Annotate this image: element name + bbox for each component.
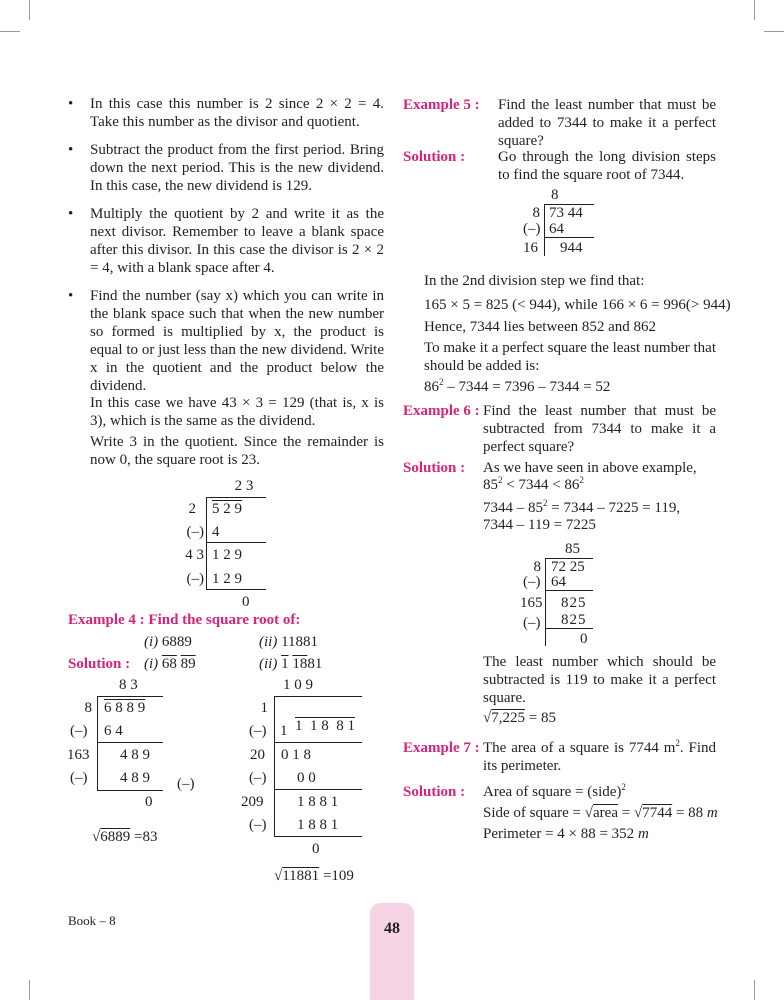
divisor: 20 — [250, 747, 265, 763]
solution-line: Side of square = √area = √7744 = 88 m — [483, 805, 718, 821]
solution-line: 7344 – 119 = 7225 — [483, 517, 596, 533]
solution-part-i: (i) 68 89 — [144, 656, 196, 672]
solution-final: $86^2 - 7344 = 7396 - 7344 = 52$ — [424, 377, 611, 395]
quotient: 8 3 — [119, 677, 138, 693]
division-bar — [97, 696, 163, 697]
division-bar — [274, 742, 362, 743]
example-question: Find the least number that must be subtracted from 7344 to make it a perfect square? — [483, 403, 716, 455]
remainder: 0 — [580, 631, 588, 647]
quotient: 1 0 9 — [283, 677, 313, 693]
division-bar — [544, 204, 545, 256]
example-label: Example 5 : — [403, 97, 480, 113]
remainder: 0 — [145, 794, 153, 810]
quotient: 2 3 — [234, 478, 254, 494]
solution-label: Solution : — [403, 149, 466, 165]
division-bar — [274, 696, 362, 697]
minus-sign: (–) — [177, 776, 195, 792]
subtrahend: 1 8 8 1 — [297, 817, 339, 833]
crop-mark — [754, 980, 755, 1000]
example-question: The area of a square is 7744 $m^2$. Find its perimeter. — [483, 738, 716, 774]
subtrahend: 825 — [561, 612, 587, 628]
dividend: 6 8 8 9 — [104, 700, 146, 716]
dividend: 825 — [561, 595, 587, 611]
subtrahend: 6 4 — [104, 723, 123, 739]
divisor: 163 — [67, 747, 90, 763]
example-part-ii: (ii) 11881 — [259, 634, 319, 650]
solution-line: Hence, 7344 lies between 852 and 862 — [424, 319, 657, 335]
instruction-list — [68, 95, 384, 405]
divisor: 2 — [188, 501, 196, 517]
divisor: 4 3 — [185, 547, 204, 563]
division-bar — [206, 589, 266, 590]
division-bar — [545, 590, 593, 591]
dividend: 5 2 9 — [212, 501, 242, 517]
solution-part-ii: (ii) 1 1881 — [259, 656, 323, 672]
page-number-tab — [370, 903, 414, 1000]
bullet-icon: • — [68, 142, 74, 158]
bullet-icon: • — [68, 96, 74, 112]
dividend: 4 8 9 — [120, 747, 150, 763]
bullet-icon: • — [68, 288, 74, 304]
example-label: Example 7 : — [403, 740, 480, 756]
sqrt-icon: √ — [633, 805, 643, 821]
sqrt-icon: √ — [274, 868, 283, 884]
divisor: 165 — [520, 595, 543, 611]
minus-sign: (–) — [186, 524, 204, 540]
list-item: • Find the number (say x) which you can write in the blank space such that when the new number so formed is multiplied by x, the product is equal to or just less than the new dividend. Write x in the quotient and the product below the dividend. — [68, 288, 384, 394]
subtrahend: 64 — [549, 221, 564, 237]
solution-line: To make it a perfect square the least number that should be added is: — [424, 340, 716, 374]
dividend: 1 8 8 1 — [297, 794, 339, 810]
book-label: Book – 8 — [68, 913, 116, 928]
sqrt-icon: √ — [483, 710, 492, 726]
minus-sign: (–) — [523, 574, 541, 590]
dividend: 944 — [560, 240, 583, 256]
solution-label: Solution : — [68, 656, 131, 672]
minus-sign: (–) — [249, 723, 267, 739]
remainder: 0 — [242, 594, 250, 610]
dividend: 73 44 — [549, 205, 583, 221]
division-bar — [206, 497, 266, 498]
divisor: 1 — [260, 700, 268, 716]
example-label: Example 6 : — [403, 403, 480, 419]
quotient: 8 — [551, 187, 559, 203]
minus-sign: (–) — [249, 770, 267, 786]
result-root: √6889 =83 — [92, 829, 158, 845]
divisor: 209 — [241, 794, 264, 810]
solution-line: In the 2nd division step we find that: — [424, 273, 645, 289]
list-item: • Multiply the quotient by 2 and write it as the next divisor. Remember to leave a blank space after this divisor. In this case the divisor is 2 × 2 = 4, with a blank space after 4. — [68, 206, 384, 276]
list-item: • In this case this number is 2 since 2 × 2 = 4. Take this number as the divisor and quotient. — [68, 96, 384, 130]
solution-line: $7344 - 85^2 = 7344 - 7225 = 119$, — [483, 498, 681, 516]
division-bar — [274, 696, 275, 836]
division-bar — [97, 790, 163, 791]
solution-label: Solution : — [403, 784, 466, 800]
bullet-icon: • — [68, 206, 74, 222]
subtrahend: 0 0 — [297, 770, 316, 786]
minus-sign: (–) — [186, 571, 204, 587]
result-root: √7,225 = 85 — [483, 710, 556, 726]
solution-line: Perimeter = 4 × 88 = 352 m — [483, 826, 649, 842]
divisor: 8 — [532, 205, 540, 221]
quotient: 85 — [565, 541, 580, 557]
division-bar — [206, 542, 266, 543]
sqrt-icon: √ — [584, 805, 594, 821]
crop-mark — [29, 0, 30, 20]
minus-sign: (–) — [523, 615, 541, 631]
minus-sign: (–) — [523, 221, 541, 237]
subtrahend: 64 — [551, 574, 566, 590]
minus-sign: (–) — [70, 723, 88, 739]
paragraph: Write 3 in the quotient. Since the remainder is now 0, the square root is 23. — [90, 434, 384, 468]
sqrt-icon: √ — [92, 829, 101, 845]
division-bar — [274, 836, 362, 837]
division-bar — [97, 742, 163, 743]
solution-line: $85^2 < 7344 < 86^2$ — [483, 475, 584, 493]
remainder: 0 — [312, 841, 320, 857]
divisor: 8 — [533, 559, 541, 575]
result-root: √11881 =109 — [274, 868, 354, 884]
subtrahend: 4 — [212, 524, 220, 540]
crop-mark — [0, 31, 20, 32]
solution-line: Area of square = (side)$^2$ — [483, 782, 626, 800]
page-number: 48 — [384, 920, 400, 937]
subtrahend: 1 2 9 — [212, 571, 242, 587]
crop-mark — [764, 31, 784, 32]
crop-mark — [29, 980, 30, 1000]
dividend: 1 1 8 8 1 — [295, 718, 355, 734]
example-heading: Example 4 : Find the square root of: — [68, 612, 301, 628]
dividend: 72 25 — [551, 559, 585, 575]
solution-label: Solution : — [403, 460, 466, 476]
minus-sign: (–) — [249, 817, 267, 833]
solution-line: As we have seen in above example, — [483, 460, 697, 476]
division-bar — [545, 628, 593, 629]
minus-sign: (–) — [70, 770, 88, 786]
subtrahend: 1 — [280, 723, 288, 739]
dividend: 1 2 9 — [212, 547, 242, 563]
dividend: 0 1 8 — [281, 747, 311, 763]
divisor: 16 — [523, 240, 538, 256]
conclusion: The least number which should be subtracted is 119 to make it a perfect square. — [483, 654, 716, 706]
paragraph: In this case we have 43 × 3 = 129 (that is, x is 3), which is the same as the dividend. — [90, 395, 384, 429]
example-part-i: (i) 6889 — [144, 634, 192, 650]
list-item: • Subtract the product from the first period. Bring down the next period. This is the new dividend. In this case, the new dividend is 129. — [68, 142, 384, 194]
crop-mark — [754, 0, 755, 20]
division-bar — [545, 558, 546, 646]
subtrahend: 4 8 9 — [120, 770, 150, 786]
example-question: Find the least number that must be added to 7344 to make it a perfect square? — [498, 97, 716, 149]
solution-line: 165 × 5 = 825 (< 944), while 166 × 6 = 996(> 944) — [424, 297, 731, 313]
divisor: 8 — [84, 700, 92, 716]
solution-text: Go through the long division steps to find the square root of 7344. — [498, 149, 716, 183]
division-bar — [544, 237, 594, 238]
division-bar — [274, 789, 362, 790]
